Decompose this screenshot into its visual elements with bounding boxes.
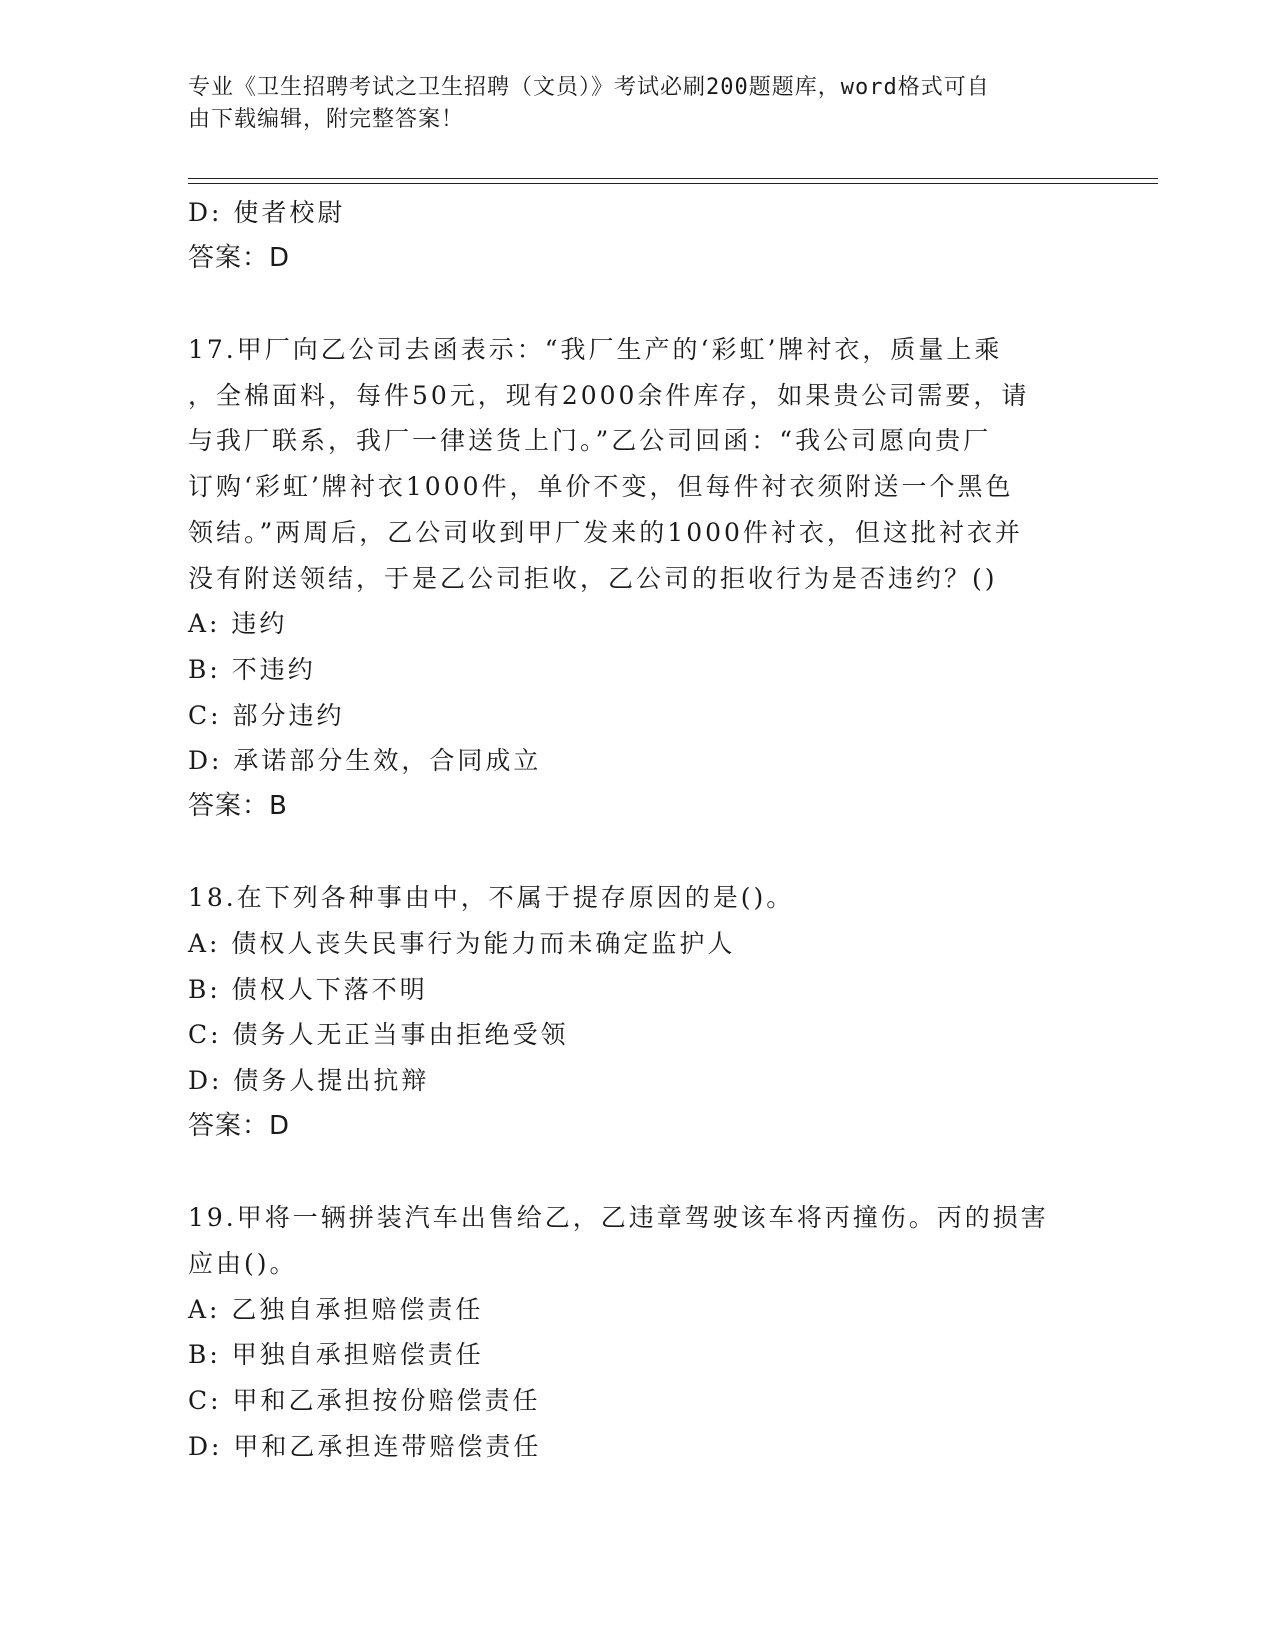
option-d: D: 债务人提出抗辩 — [188, 1066, 430, 1096]
question-18 — [188, 875, 1088, 1149]
option-a: A: 债权人丧失民事行为能力而未确定监护人 — [188, 929, 736, 958]
option-d: D: 甲和乙承担连带赔偿责任 — [188, 1431, 542, 1461]
prev-answer: 答案：D — [188, 242, 291, 273]
option-b: B: 甲独自承担赔偿责任 — [188, 1340, 484, 1370]
question-19 — [188, 1195, 1088, 1469]
option-c: C: 甲和乙承担按份赔偿责任 — [188, 1385, 541, 1415]
spacer — [188, 1149, 1088, 1195]
question-line: 19.甲将一辆拼装汽车出售给乙，乙违章驾驶该车将丙撞伤。丙的损害 — [188, 1203, 1049, 1233]
question-line: 订购‘彩虹’牌衬衣1000件，单价不变，但每件衬衣须附送一个黑色 — [188, 472, 1014, 502]
spacer — [188, 281, 1088, 327]
option-c: C: 部分违约 — [188, 700, 345, 730]
question-line: 18.在下列各种事由中，不属于提存原因的是()。 — [188, 883, 795, 913]
document-body — [188, 190, 1088, 1469]
question-line: 应由()。 — [188, 1248, 298, 1278]
answer: 答案：B — [188, 790, 288, 821]
option-b: B: 债权人下落不明 — [188, 974, 428, 1004]
question-line: ，全棉面料，每件50元，现有2000余件库存，如果贵公司需要，请 — [188, 380, 1030, 410]
option-a: A: 违约 — [188, 609, 288, 639]
option-a: A: 乙独自承担赔偿责任 — [188, 1294, 484, 1324]
question-line: 17.甲厂向乙公司去函表示：“我厂生产的‘彩虹’牌衬衣，质量上乘 — [188, 335, 1003, 365]
question-line: 与我厂联系，我厂一律送货上门。”乙公司回函：“我公司愿向贵厂 — [188, 426, 992, 456]
option-d: D: 承诺部分生效，合同成立 — [188, 746, 542, 776]
document-header — [188, 72, 1068, 136]
header-divider-bottom — [188, 183, 1158, 184]
document-page — [188, 0, 1158, 1650]
header-divider-top — [188, 178, 1158, 179]
option-b: B: 不违约 — [188, 654, 316, 684]
prev-option-d: D: 使者校尉 — [188, 198, 346, 227]
spacer — [188, 830, 1088, 876]
answer: 答案：D — [188, 1110, 291, 1141]
option-c: C: 债务人无正当事由拒绝受领 — [188, 1020, 569, 1050]
header-line-2: 由下载编辑，附完整答案！ — [188, 107, 465, 132]
question-line: 没有附送领结，于是乙公司拒收，乙公司的拒收行为是否违约？() — [188, 563, 998, 593]
question-17 — [188, 327, 1088, 830]
question-line: 领结。”两周后，乙公司收到甲厂发来的1000件衬衣，但这批衬衣并 — [188, 517, 1023, 547]
header-line-1: 专业《卫生招聘考试之卫生招聘（文员）》考试必刷200题题库，word格式可自 — [188, 75, 990, 100]
